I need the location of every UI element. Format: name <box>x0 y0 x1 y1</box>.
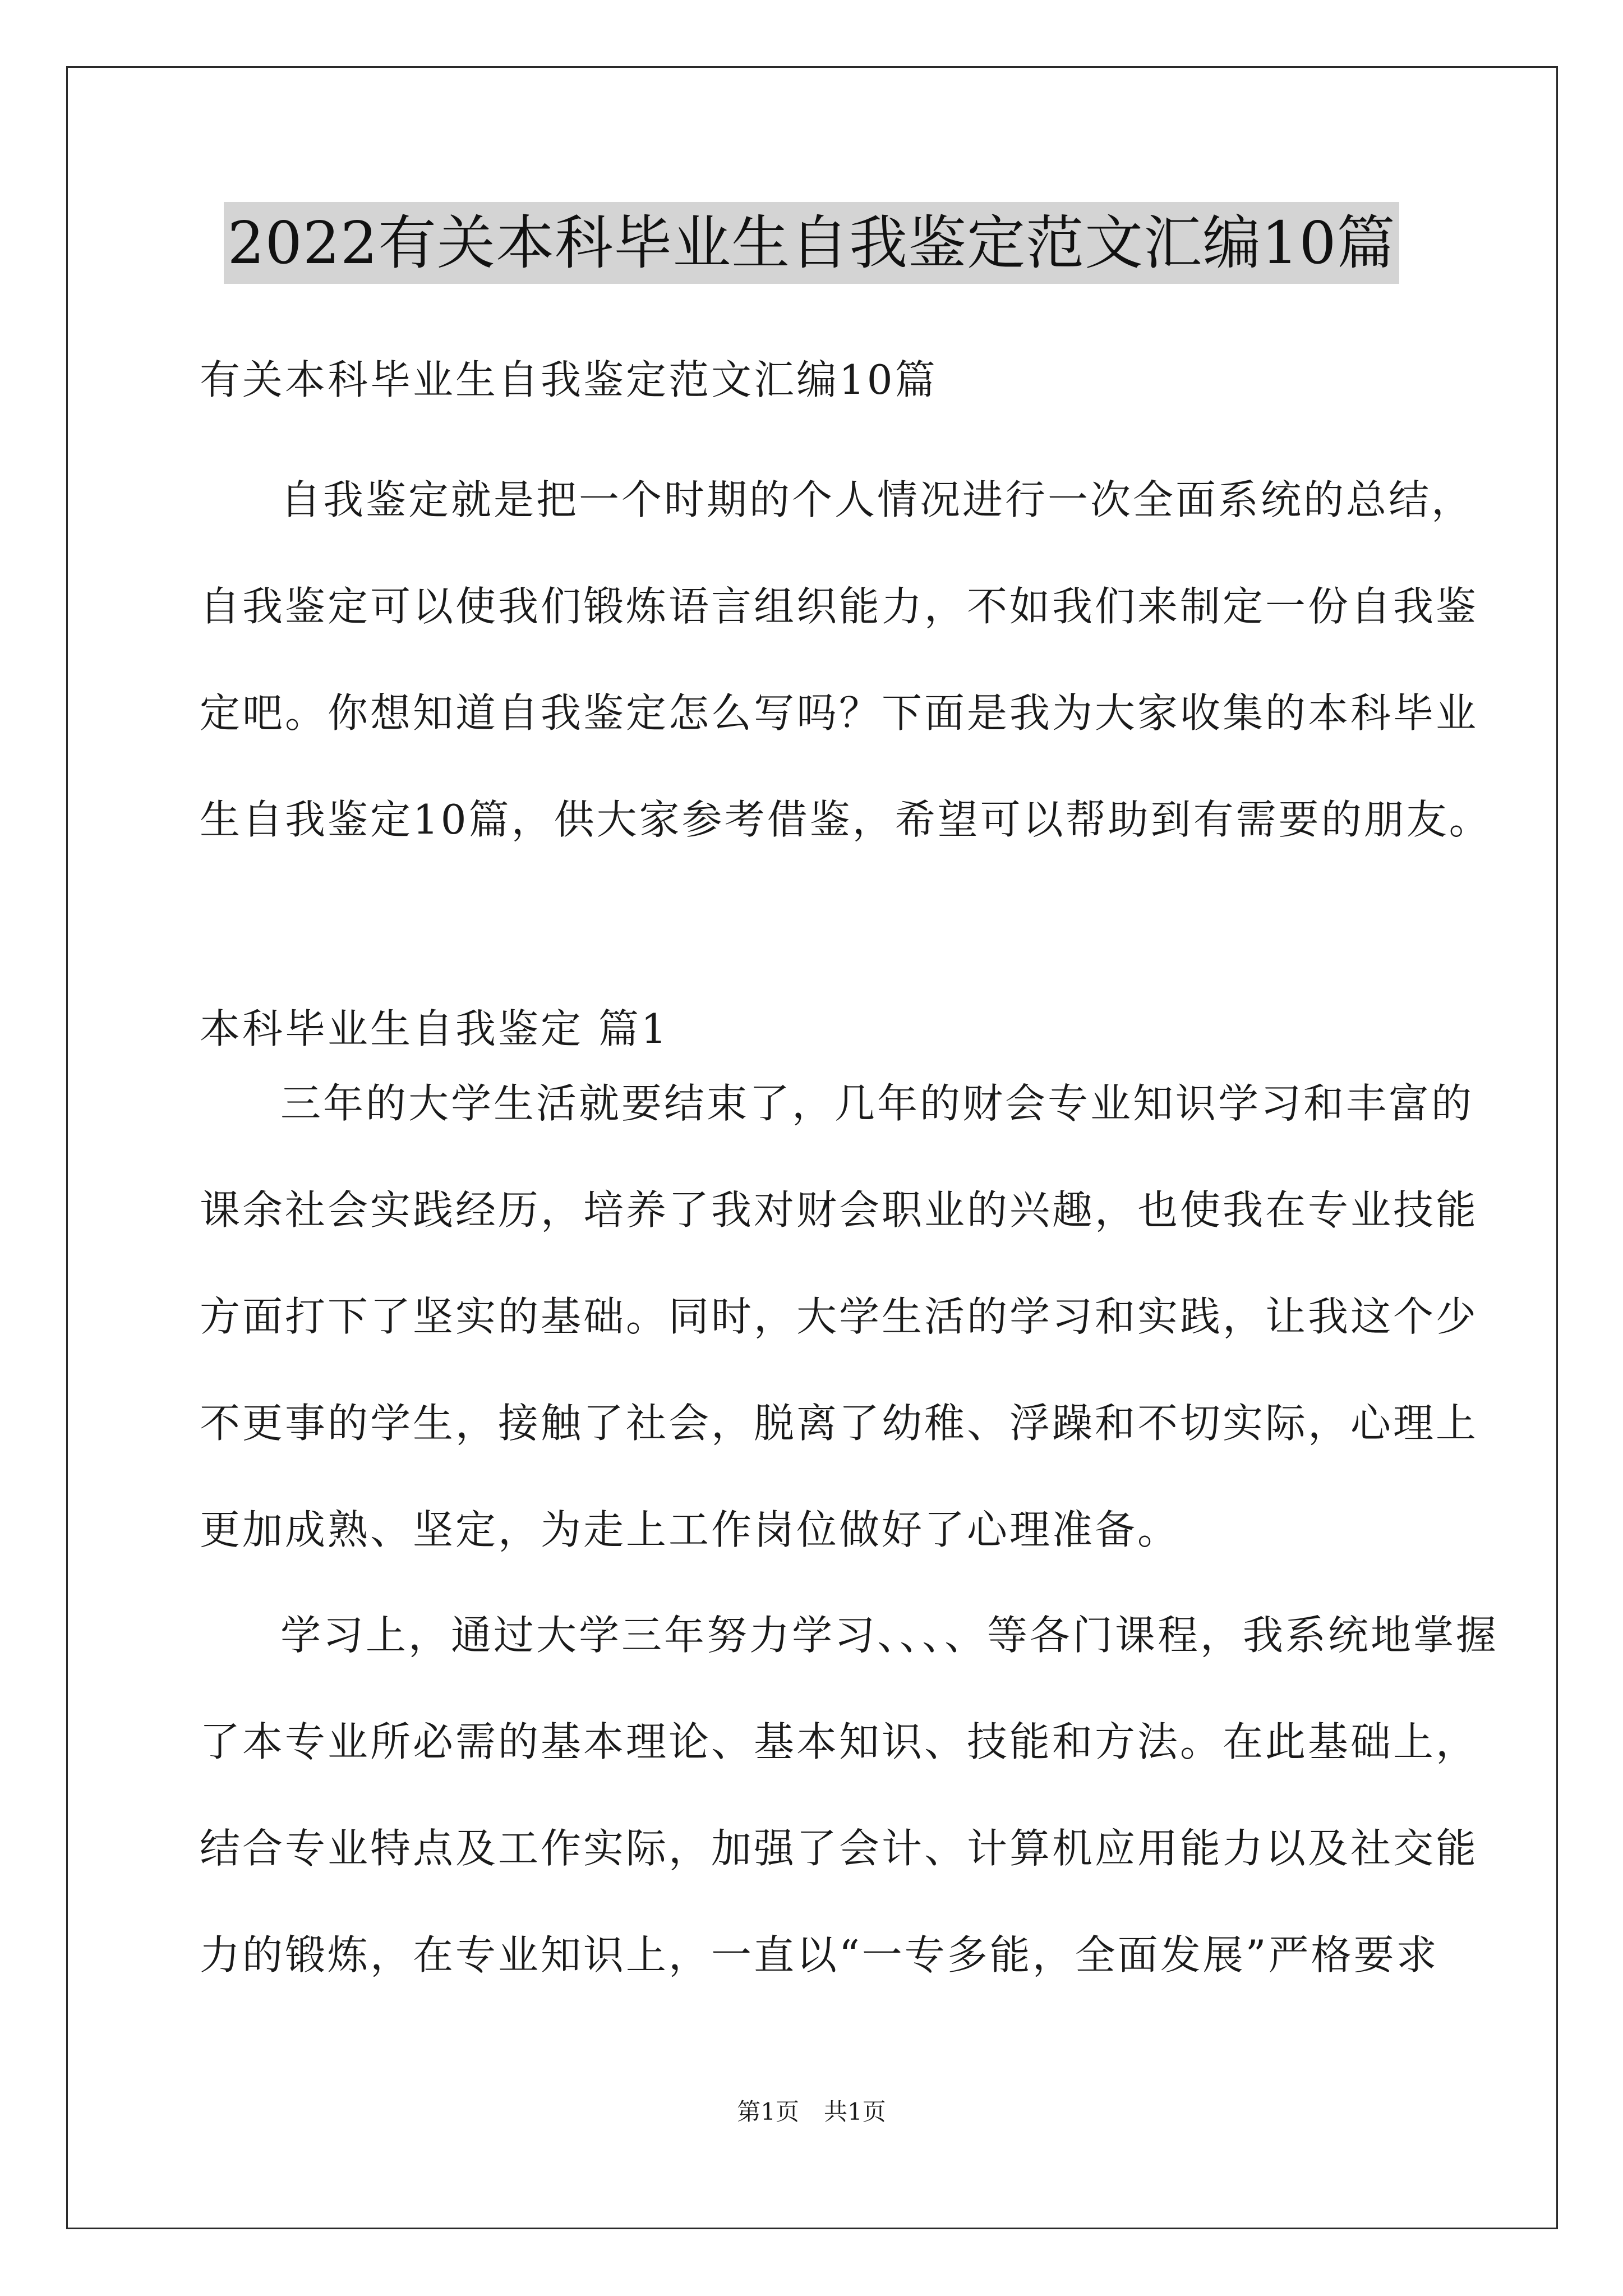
title-container <box>0 202 1623 284</box>
paragraph-line: 自我鉴定可以使我们锻炼语言组织能力，不如我们来制定一份自我鉴 <box>200 583 1479 630</box>
section-heading: 本科毕业生自我鉴定 篇1 <box>200 1005 669 1052</box>
body-paragraph-1 <box>200 1050 1479 1583</box>
paragraph-line: 力的锻炼，在专业知识上，一直以“一专多能，全面发展”严格要求 <box>200 1931 1439 1978</box>
paragraph-line: 了本专业所必需的基本理论、基本知识、技能和方法。在此基础上， <box>200 1718 1479 1765</box>
paragraph-line: 三年的大学生活就要结束了，几年的财会专业知识学习和丰富的 <box>280 1080 1474 1127</box>
paragraph-line: 课余社会实践经历，培养了我对财会职业的兴趣，也使我在专业技能 <box>200 1186 1479 1234</box>
paragraph-line: 自我鉴定就是把一个时期的个人情况进行一次全面系统的总结， <box>280 476 1474 523</box>
page-number-total: 共1页 <box>824 2098 886 2125</box>
paragraph-line: 生自我鉴定10篇，供大家参考借鉴，希望可以帮助到有需要的朋友。 <box>200 796 1492 843</box>
document-title: 2022有关本科毕业生自我鉴定范文汇编10篇 <box>224 202 1399 284</box>
paragraph-line: 更加成熟、坚定，为走上工作岗位做好了心理准备。 <box>200 1506 1181 1553</box>
page-number-current: 第1页 <box>737 2098 799 2125</box>
intro-paragraph <box>200 447 1492 873</box>
page-footer <box>0 2095 1623 2129</box>
paragraph-line: 不更事的学生，接触了社会，脱离了幼稚、浮躁和不切实际，心理上 <box>200 1400 1479 1447</box>
paragraph-line: 结合专业特点及工作实际，加强了会计、计算机应用能力以及社交能 <box>200 1825 1479 1872</box>
body-paragraph-2 <box>200 1582 1499 2008</box>
document-subtitle: 有关本科毕业生自我鉴定范文汇编10篇 <box>200 356 938 403</box>
paragraph-line: 方面打下了坚实的基础。同时，大学生活的学习和实践，让我这个少 <box>200 1293 1479 1340</box>
paragraph-line: 定吧。你想知道自我鉴定怎么写吗？下面是我为大家收集的本科毕业 <box>200 689 1479 737</box>
paragraph-line: 学习上，通过大学三年努力学习、、、、等各门课程，我系统地掌握 <box>280 1612 1499 1659</box>
